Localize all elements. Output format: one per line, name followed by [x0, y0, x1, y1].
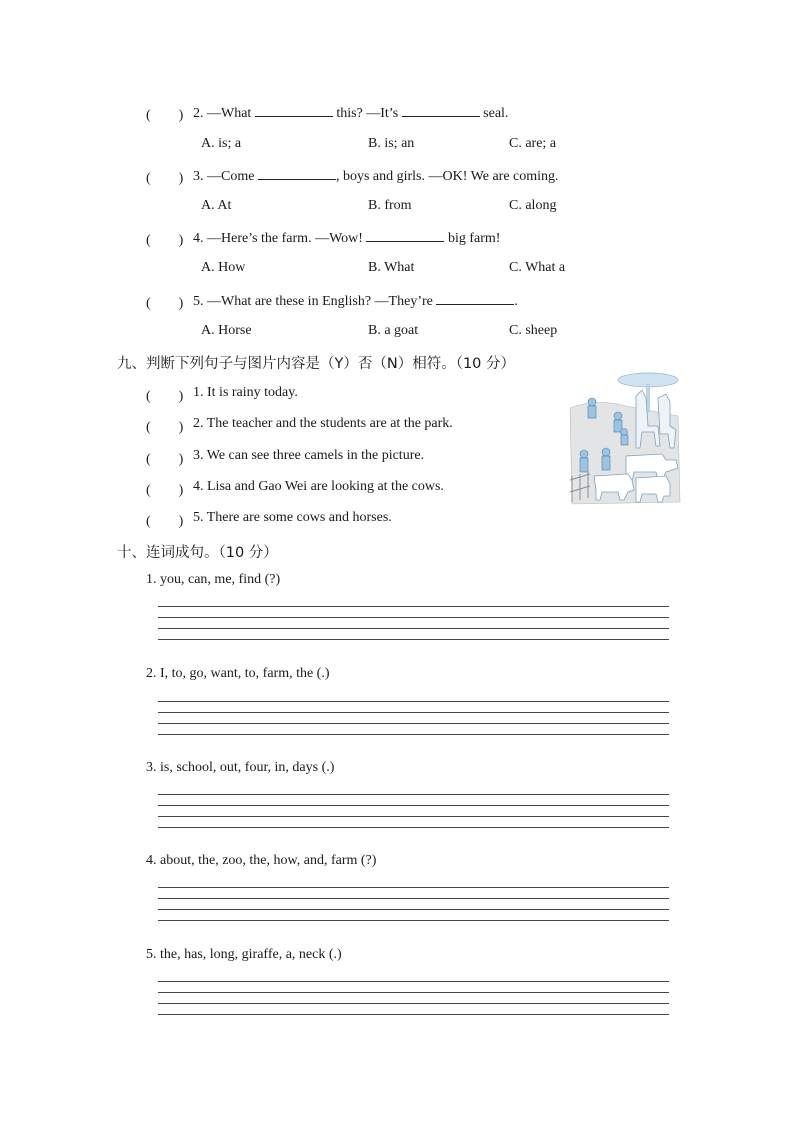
scrambled-sentence-1: 1. you, can, me, find (?)	[146, 572, 281, 587]
farm-picture	[566, 368, 682, 508]
question-part: , boys and girls. —OK! We are coming.	[335, 169, 559, 184]
question-part: —Here’s the farm. —Wow!	[207, 231, 363, 246]
writing-lines-5[interactable]	[158, 981, 669, 1015]
fill-blank[interactable]	[436, 292, 514, 305]
question-part: big farm!	[447, 231, 501, 246]
scrambled-sentence-3: 3. is, school, out, four, in, days (.)	[146, 760, 335, 775]
answer-paren[interactable]: ( )	[146, 452, 184, 467]
answer-paren[interactable]: ( )	[146, 514, 184, 529]
answer-paren[interactable]: ( )	[146, 389, 184, 404]
option-c: C. sheep	[509, 323, 558, 338]
option-a: A. At	[201, 198, 232, 213]
fill-blank[interactable]	[258, 167, 336, 180]
statement-text: 3. We can see three camels in the picture.	[193, 448, 425, 463]
question-part: seal.	[483, 106, 509, 121]
option-c: C. are; a	[509, 136, 557, 151]
statement-text: 2. The teacher and the students are at the park.	[193, 416, 453, 431]
question-number: 5.	[193, 294, 204, 309]
fill-blank[interactable]	[255, 104, 333, 117]
option-a: A. How	[201, 260, 246, 275]
writing-lines-4[interactable]	[158, 887, 669, 921]
scrambled-sentence-5: 5. the, has, long, giraffe, a, neck (.)	[146, 947, 342, 962]
writing-lines-3[interactable]	[158, 794, 669, 828]
question-part: —What are these in English? —They’re	[207, 294, 433, 309]
option-b: B. is; an	[368, 136, 415, 151]
scrambled-sentence-2: 2. I, to, go, want, to, farm, the (.)	[146, 666, 330, 681]
option-b: B. a goat	[368, 323, 419, 338]
question-number: 3.	[193, 169, 204, 184]
option-b: B. What	[368, 260, 415, 275]
statement-text: 1. It is rainy today.	[193, 385, 298, 400]
statement-text: 5. There are some cows and horses.	[193, 510, 392, 525]
question-part: —What	[207, 106, 252, 121]
question-text	[193, 104, 508, 122]
fill-blank[interactable]	[366, 229, 444, 242]
question-text	[193, 292, 518, 310]
option-b: B. from	[368, 198, 412, 213]
question-text	[193, 167, 559, 185]
section-10-title: 十、连词成句。（10 分）	[117, 545, 278, 561]
question-number: 4.	[193, 231, 204, 246]
statement-text: 4. Lisa and Gao Wei are looking at the cows.	[193, 479, 444, 494]
option-c: C. What a	[509, 260, 566, 275]
answer-paren[interactable]: ( )	[146, 233, 184, 248]
section-9-title: 九、判断下列句子与图片内容是（Y）否（N）相符。（10 分）	[117, 356, 516, 372]
writing-lines-2[interactable]	[158, 701, 669, 735]
question-part: this? —It’s	[336, 106, 399, 121]
answer-paren[interactable]: ( )	[146, 171, 184, 186]
option-c: C. along	[509, 198, 557, 213]
question-text	[193, 229, 500, 247]
writing-lines-1[interactable]	[158, 606, 669, 640]
answer-paren[interactable]: ( )	[146, 483, 184, 498]
option-a: A. Horse	[201, 323, 252, 338]
answer-paren[interactable]: ( )	[146, 108, 184, 123]
answer-paren[interactable]: ( )	[146, 296, 184, 311]
scrambled-sentence-4: 4. about, the, zoo, the, how, and, farm (?)	[146, 853, 377, 868]
question-number: 2.	[193, 106, 204, 121]
answer-paren[interactable]: ( )	[146, 420, 184, 435]
option-a: A. is; a	[201, 136, 242, 151]
question-part: —Come	[207, 169, 255, 184]
question-part: .	[514, 294, 518, 309]
fill-blank[interactable]	[402, 104, 480, 117]
